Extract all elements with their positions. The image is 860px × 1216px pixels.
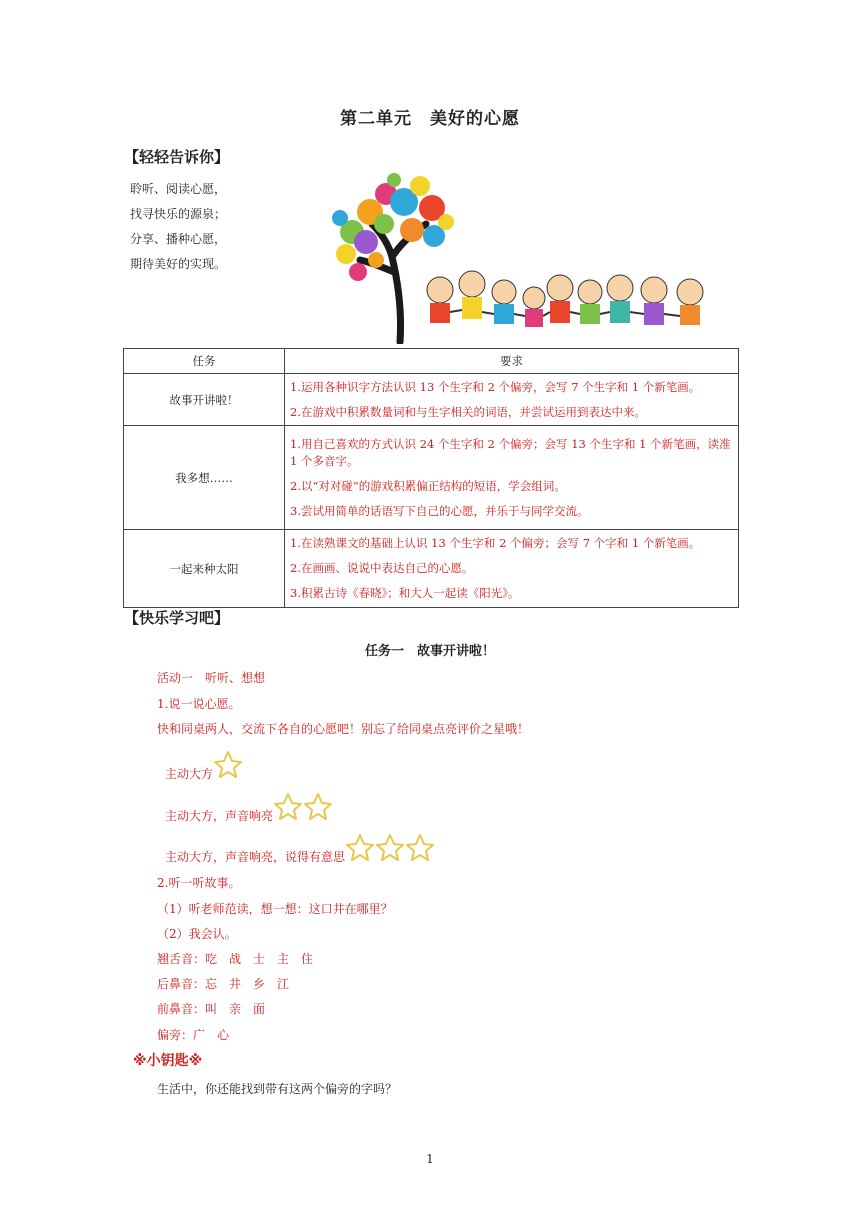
sub-item-two: （2）我会认。 [157,927,237,941]
rating-row [165,830,435,865]
sub-item-one: （1）听老师范读，想一想：这口井在哪里？ [157,902,393,916]
intro-line: 聆听、阅读心愿， [130,182,227,196]
rating-row [165,747,243,782]
rating-label: 主动大方，声音响亮，说得有意思 [165,850,346,864]
requirements-cell [285,374,739,426]
sound-label: 偏旁： [157,1028,194,1042]
task-one-title: 任务一 故事开讲啦！ [364,644,495,659]
learning-heading: 【快乐学习吧】 [124,609,230,627]
tree-children-illustration [322,172,734,344]
intro-heading: 【轻轻告诉你】 [124,148,230,166]
rating-stars [273,792,333,822]
rating-stars [345,833,435,863]
task-cell: 我多想…… [124,426,285,530]
rating-row [165,789,333,824]
requirement-line: 2.以“对对碰”的游戏积累偏正结构的短语，学会组词。 [290,478,566,493]
requirement-line: 3.积累古诗《春晓》；和大人一起读《阳光》。 [290,586,520,600]
task-table [123,348,739,608]
sound-chars: 广 心 [193,1028,230,1042]
page-number: 1 [426,1152,434,1166]
requirement-line: 3.尝试用简单的话语写下自己的心愿，并乐于与同学交流。 [290,503,589,518]
key-heading: ※小钥匙※ [133,1053,203,1069]
sound-chars: 吃 战 士 主 住 [205,952,314,966]
star-icon [345,833,375,863]
star-icon [303,792,333,822]
sound-row [157,1000,265,1017]
sound-label: 后鼻音： [157,977,206,991]
table-header-task: 任务 [124,349,285,374]
requirement-line: 1.用自己喜欢的方式认识 24 个生字和 2 个偏旁；会写 13 个生字和 1 个新笔画，读准 1 个多音字。 [290,436,731,468]
star-icon [375,833,405,863]
key-question: 生活中，你还能找到带有这两个偏旁的字吗？ [157,1082,398,1096]
requirements-cell [285,426,739,530]
item-one: 1.说一说心愿。 [157,697,241,711]
sound-row [157,950,313,967]
table-header-requirement: 要求 [285,349,739,374]
intro-line: 期待美好的实现。 [130,257,227,271]
rating-label: 主动大方 [165,767,214,781]
requirement-line: 2.在画画、说说中表达自己的心愿。 [290,561,474,575]
table-row [124,426,739,530]
intro-line: 分享、播种心愿， [130,232,227,246]
page-title: 第二单元 美好的心愿 [340,109,520,129]
item-one-description: 快和同桌两人，交流下各自的心愿吧！别忘了给同桌点亮评价之星哦！ [157,722,530,736]
rating-stars [213,750,243,780]
requirement-line: 1.运用各种识字方法认识 13 个生字和 2 个偏旁，会写 7 个生字和 1 个新笔画。 [290,379,701,394]
star-icon [213,750,243,780]
star-icon [405,833,435,863]
star-icon [273,792,303,822]
sound-chars: 忘 井 乡 江 [205,977,290,991]
sound-row [157,1026,229,1043]
table-header-row [124,349,739,374]
table-row [124,374,739,426]
sound-label: 翘舌音： [157,952,206,966]
table-row [124,530,739,608]
item-two: 2.听一听故事。 [157,876,241,890]
sound-row [157,975,289,992]
sound-chars: 叫 亲 面 [205,1002,266,1016]
rating-label: 主动大方，声音响亮 [165,809,274,823]
task-cell: 故事开讲啦！ [124,374,285,426]
intro-line: 找寻快乐的源泉； [130,207,227,221]
requirement-line: 1.在读熟课文的基础上认识 13 个生字和 2 个偏旁；会写 7 个字和 1 个新笔画。 [290,536,701,550]
task-cell: 一起来种太阳 [124,530,285,608]
requirement-line: 2.在游戏中积累数量词和与生字相关的词语，并尝试运用到表达中来。 [290,404,646,419]
sound-label: 前鼻音： [157,1002,206,1016]
requirements-cell [285,530,739,608]
activity-title: 活动一 听听、想想 [157,671,266,685]
